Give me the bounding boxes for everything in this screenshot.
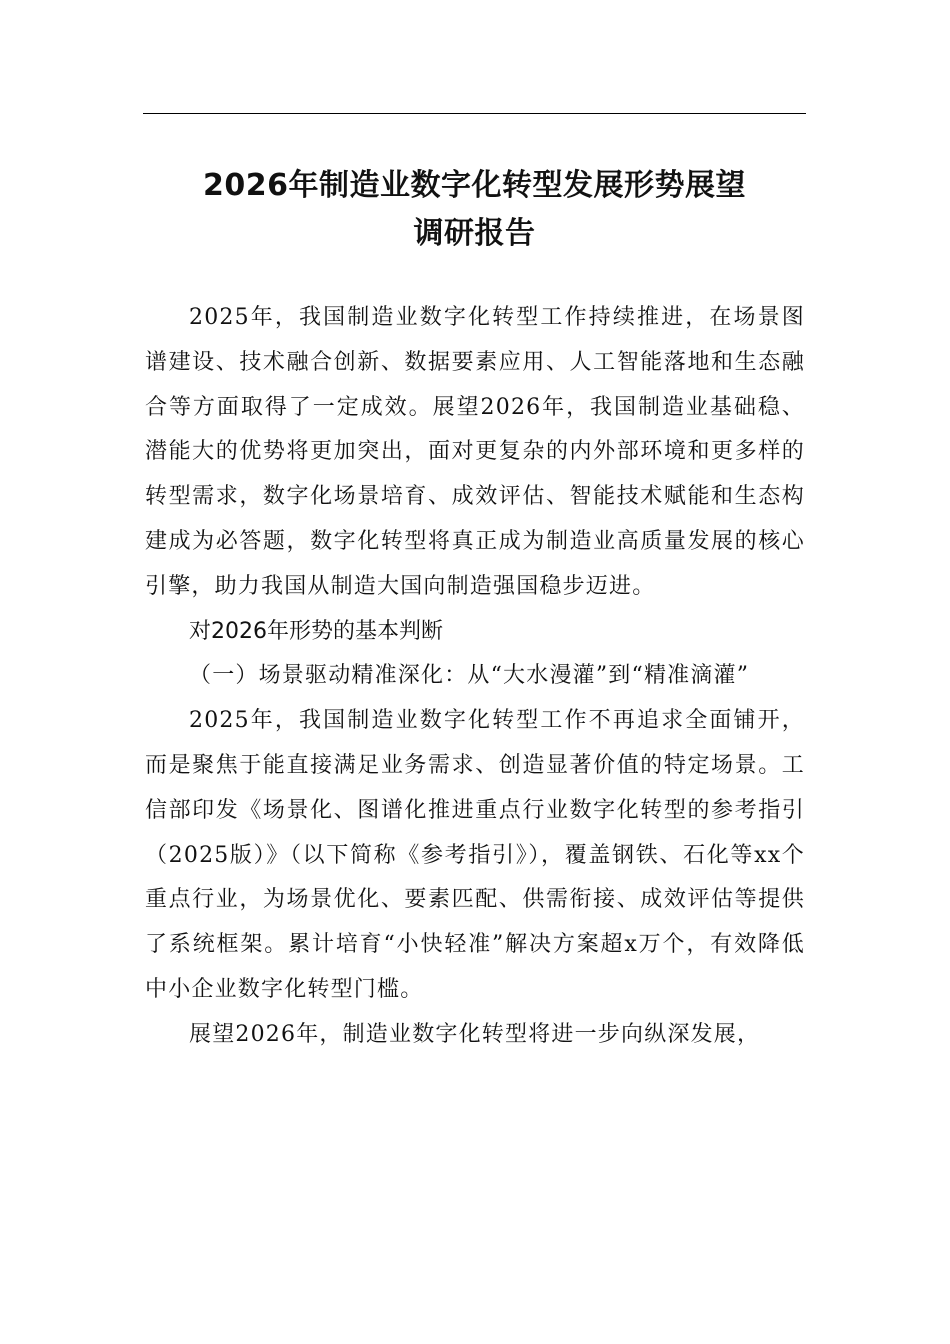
section-heading: 对2026年形势的基本判断 (189, 618, 443, 644)
body-paragraph: 2025年，我国制造业数字化转型工作不再追求全面铺开，而是聚焦于能直接满足业务需求、创造显著价值的特定场景。工信部印发《场景化、图谱化推进重点行业数字化转型的参考指引（2025版）》（以下简称《参考指引》），覆盖钢铁、石化等xx个重点行业，为场景优化、要素匹配、供需衔接、成效评估等提供了系统框架。累计培育“小快轻准”解决方案超x万个，有效降低中小企业数字化转型门槛。 (145, 708, 805, 1002)
intro-paragraph: 2025年，我国制造业数字化转型工作持续推进，在场景图谱建设、技术融合创新、数据要素应用、人工智能落地和生态融合等方面取得了一定成效。展望2026年，我国制造业基础稳、潜能大的优势将更加突出，面对更复杂的内外部环境和更多样的转型需求，数字化场景培育、成效评估、智能技术赋能和生态构建成为必答题，数字化转型将真正成为制造业高质量发展的核心引擎，助力我国从制造大国向制造强国稳步迈进。 (145, 305, 805, 599)
header-rule (143, 113, 806, 114)
title-line-2: 调研报告 (413, 216, 536, 251)
document-title (143, 162, 806, 258)
subsection-heading: （一）场景驱动精准深化：从“大水漫灌”到“精准滴灌” (189, 663, 750, 689)
body-paragraph: 展望2026年，制造业数字化转型将进一步向纵深发展， (189, 1021, 761, 1047)
document-body (145, 296, 805, 1058)
title-line-1: 2026年制造业数字化转型发展形势展望 (203, 168, 746, 203)
